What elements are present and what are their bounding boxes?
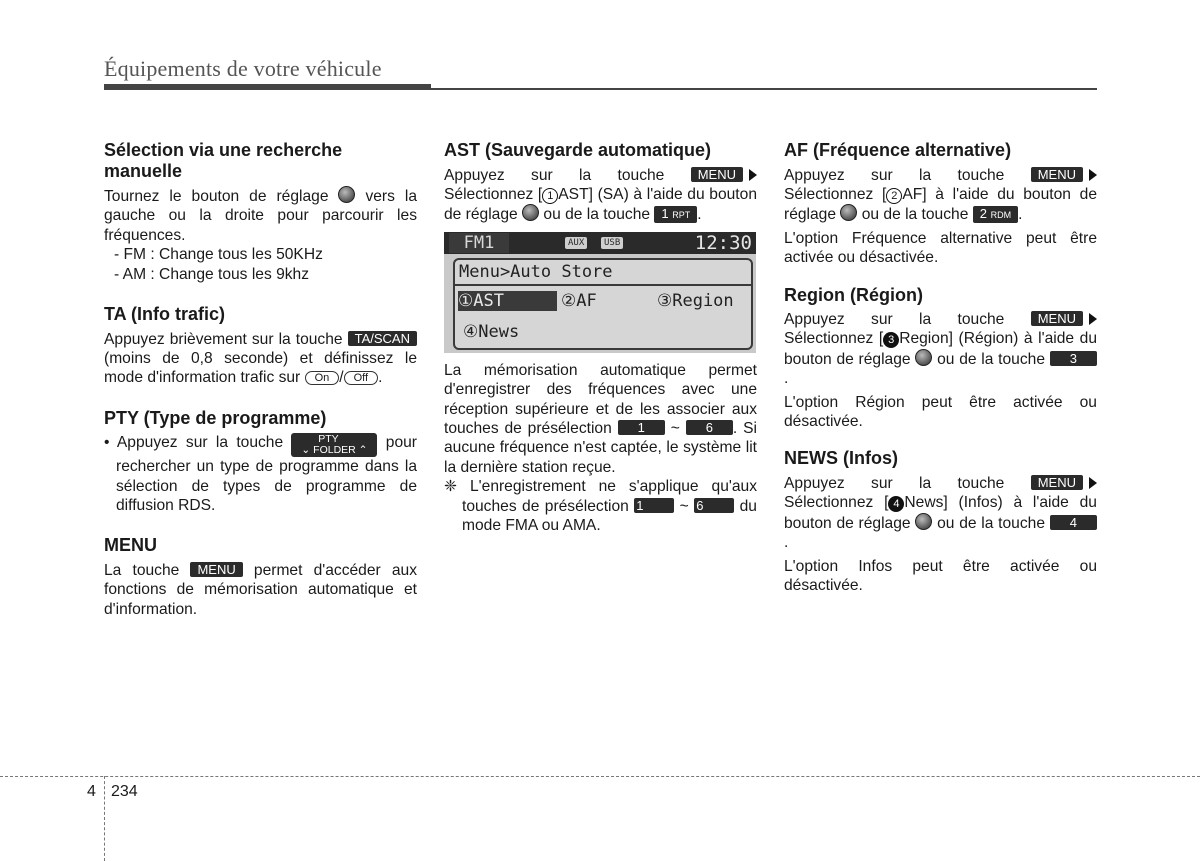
number-circle: 1 [542, 188, 558, 204]
preset-key-4: 4 [1050, 515, 1097, 530]
key-number: 2 [979, 206, 987, 222]
lcd-item-region: ③Region [657, 290, 734, 311]
list [104, 245, 417, 284]
text: La mémorisation automatique permet d'enregistrer des fréquences avec une réception supérieure et de les associer aux touches de présélection [444, 361, 757, 437]
text: ❈ L'enregistrement ne s'applique qu'aux touches de présélection [444, 478, 757, 515]
text: vers la gauche ou la droite pour parcourir les fréquences. [104, 188, 417, 244]
text: Appuyez sur la touche [784, 311, 1005, 329]
lcd-item-news: ④News [463, 321, 520, 342]
text: Appuyez sur la touche [444, 166, 665, 184]
preset-key-1: 1 [618, 420, 665, 435]
page-number: 234 [111, 783, 138, 800]
preset-key-1 [654, 206, 697, 223]
section-title-news: NEWS (Infos) [784, 448, 898, 469]
text: Sélectionnez [ [784, 494, 889, 512]
section-title-ast: AST (Sauvegarde automatique) [444, 140, 712, 160]
text: ou de la touche [937, 514, 1045, 532]
section-title-pty: PTY (Type de programme) [104, 407, 327, 428]
text: Appuyez brièvement sur la touche [104, 330, 343, 348]
lcd-band: FM1 [449, 233, 509, 253]
text: . Si aucune fréquence n'est captée, le système lit la dernière station reçue. [444, 419, 757, 476]
text: La touche [104, 561, 180, 579]
tuning-knob-icon [915, 513, 932, 530]
menu-key: MENU [1031, 475, 1083, 490]
header-rule [104, 88, 1097, 90]
preset-key-1: 1 [634, 498, 674, 513]
list-item: - AM : Change tous les 9khz [114, 265, 310, 283]
pty-folder-key [291, 433, 377, 457]
text: Tournez le bouton de réglage [104, 188, 329, 205]
paragraph: Appuyez sur la touche MENU Sélectionnez [ 2 AF] à l'aide du bouton de réglage ou de la touche 2 RDM . [784, 166, 1097, 224]
text: Sélectionnez [ [444, 185, 543, 203]
number-circle: 2 [886, 188, 902, 204]
key-sub: RDM [990, 210, 1012, 221]
section-title-menu: MENU [104, 535, 157, 556]
text: ou de la touche [861, 206, 969, 224]
preset-key-6: 6 [686, 420, 733, 435]
text: Region] (Région) à l'aide du bouton de réglage [784, 330, 1097, 368]
preset-key-3: 3 [1050, 351, 1097, 366]
on-key: On [305, 371, 340, 385]
footer-vertical-rule [104, 776, 105, 861]
number-circle: 3 [883, 332, 899, 348]
tuning-knob-icon [915, 349, 932, 366]
arrow-right-icon [749, 169, 757, 181]
text: Sélectionnez [ [784, 185, 887, 203]
list-item: - FM : Change tous les 50KHz [114, 246, 323, 264]
ta-scan-key: TA/SCAN [348, 331, 417, 346]
paragraph [444, 361, 757, 477]
off-key: Off [344, 371, 378, 385]
lcd-clock: 12:30 [694, 231, 752, 254]
column-middle [444, 140, 757, 535]
section-title-af: AF (Fréquence alternative) [784, 140, 1012, 160]
paragraph [104, 186, 417, 245]
text: (moins de 0,8 seconde) et définissez le mode d'information trafic sur [104, 349, 417, 387]
text: ou de la touche [543, 206, 651, 224]
chevron-up-icon: ⌃ [358, 444, 368, 457]
pty-key-top: PTY [318, 433, 339, 446]
radio-lcd-screen [444, 232, 756, 353]
arrow-right-icon [1089, 313, 1097, 325]
menu-key: MENU [190, 562, 242, 577]
arrow-right-icon [1089, 477, 1097, 489]
menu-key: MENU [1031, 167, 1083, 182]
paragraph: L'option Fréquence alternative peut être activée ou désactivée. [784, 229, 1097, 267]
footer-dashed-rule [0, 776, 1200, 777]
text: permet d'accéder aux fonctions de mémorisation automatique et d'information. [104, 561, 417, 618]
paragraph: L'option Infos peut être activée ou désactivée. [784, 557, 1097, 594]
paragraph [104, 561, 417, 619]
lcd-usb-badge: USB [601, 237, 623, 249]
section-title-region: Region (Région) [784, 284, 923, 305]
text: pour rechercher un type de programme dans la sélection de types de programme de diffusion RDS. [116, 434, 417, 515]
lcd-menu-title: Menu>Auto Store [459, 261, 613, 282]
lcd-item-ast: ①AST [458, 291, 557, 311]
chapter-number: 4 [87, 783, 96, 800]
preset-key-2 [973, 206, 1018, 223]
paragraph: L'option Région peut être activée ou désactivée. [784, 393, 1097, 431]
paragraph: Appuyez brièvement sur la touche TA/SCAN (moins de 0,8 seconde) et définissez le mode d'information trafic sur On / Off . [104, 330, 417, 387]
list [104, 433, 417, 515]
list-item [104, 433, 417, 515]
paragraph: Appuyez sur la touche MENU Sélectionnez [ 4 News] (Infos) à l'aide du bouton de réglage ou de la touche 4. [784, 474, 1097, 552]
menu-key: MENU [691, 167, 743, 182]
chevron-down-icon: ⌄ [301, 444, 311, 457]
text: du mode FMA ou AMA. [462, 497, 757, 534]
column-right [784, 140, 1097, 595]
preset-key-6: 6 [694, 498, 734, 513]
column-left [104, 140, 417, 619]
page-header-title: Équipements de votre véhicule [104, 56, 382, 81]
tilde: ~ [679, 497, 689, 515]
key-number: 1 [661, 206, 669, 222]
text: News] (Infos) à l'aide du bouton de réglage [784, 494, 1097, 532]
lcd-aux-badge: AUX [565, 237, 587, 249]
tuning-knob-icon [840, 204, 857, 221]
paragraph: Appuyez sur la touche MENU Sélectionnez [ 1 AST] (SA) à l'aide du bouton de réglage ou de la touche 1 RPT . [444, 166, 757, 224]
pty-key-bottom: FOLDER [313, 444, 356, 457]
key-sub: RPT [672, 210, 691, 221]
section-title-ta: TA (Info trafic) [104, 304, 225, 325]
lcd-menu-box [453, 258, 753, 350]
paragraph: Appuyez sur la touche MENU Sélectionnez [ 3 Region] (Région) à l'aide du bouton de réglage ou de la touche 3. [784, 311, 1097, 388]
note [444, 477, 757, 535]
tuning-knob-icon [522, 204, 539, 221]
arrow-right-icon [1089, 169, 1097, 181]
text: Sélectionnez [ [784, 330, 884, 348]
text: ou de la touche [937, 350, 1045, 368]
number-circle: 4 [888, 496, 904, 512]
lcd-item-af: ②AF [561, 290, 597, 311]
text: AST] (SA) à l'aide du bouton de réglage [444, 185, 757, 224]
tilde: ~ [670, 419, 680, 437]
tuning-knob-icon [338, 186, 355, 203]
text: Appuyez sur la touche [784, 166, 1005, 184]
text: • Appuyez sur la touche [104, 434, 284, 452]
text: AF] à l'aide du bouton de réglage [784, 185, 1097, 224]
section-title-manual-search: Sélection via une recherche manuelle [104, 140, 343, 181]
menu-key: MENU [1031, 311, 1083, 326]
text: Appuyez sur la touche [784, 474, 1005, 492]
lcd-divider [455, 284, 751, 286]
